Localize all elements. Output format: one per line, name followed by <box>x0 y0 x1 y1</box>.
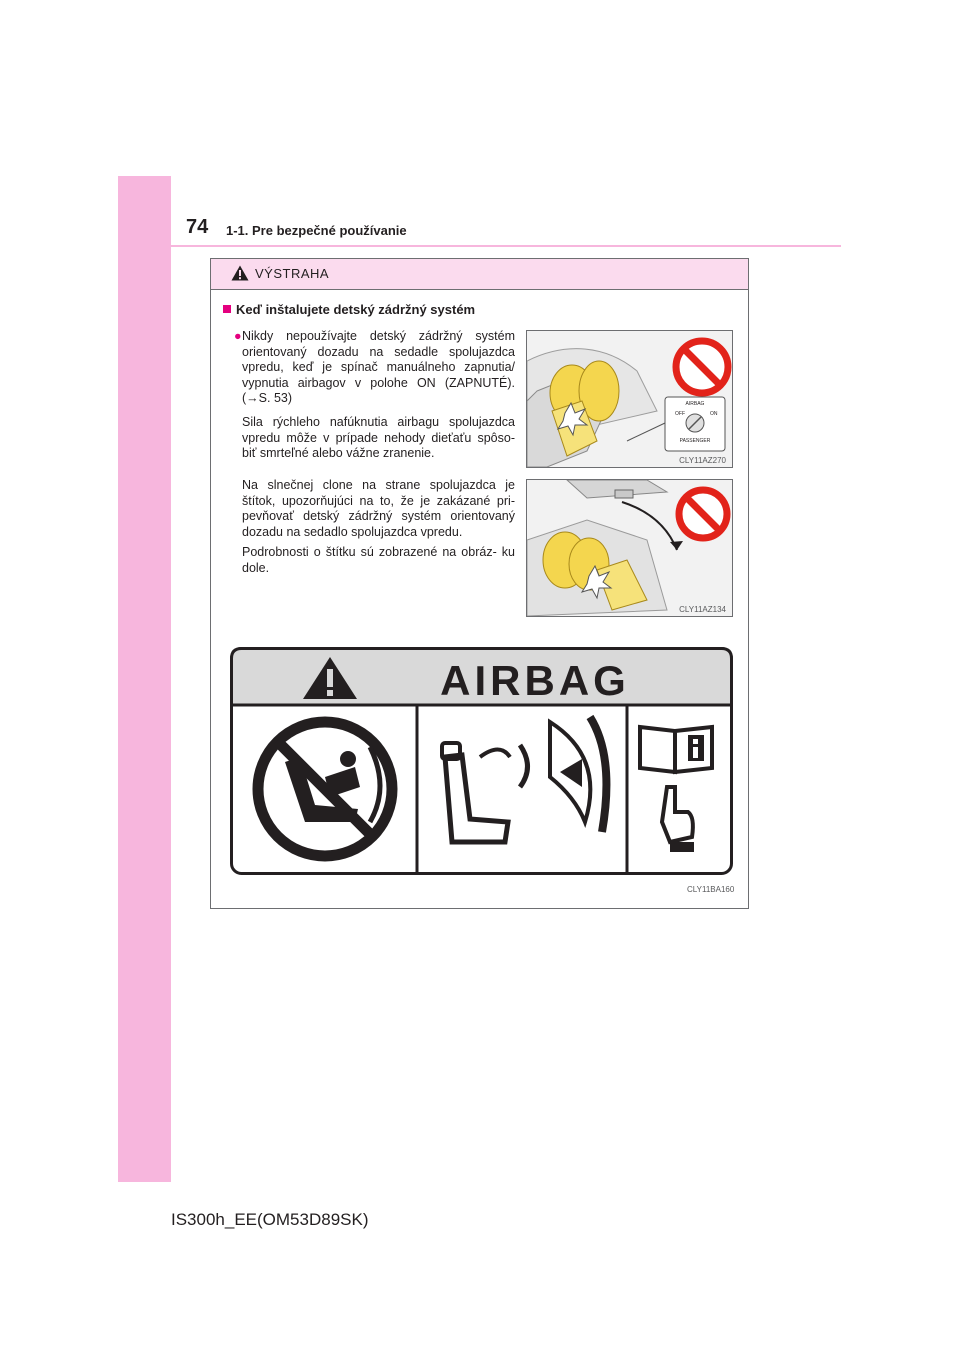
paragraph-force: Sila rýchleho nafúknutia airbagu spolujazdca vpredu môže v prípade nehody dieťaťu spôso- biť smrteľné alebo vážne zranenie. <box>242 415 515 460</box>
switch-passenger-label: PASSENGER <box>679 438 711 444</box>
label-airbag-title: AIRBAG <box>440 657 630 704</box>
square-bullet-icon <box>223 305 231 313</box>
switch-off-label: OFF <box>675 411 685 417</box>
warning-box <box>210 258 749 909</box>
airbag-warning-label-image <box>230 647 733 875</box>
label-image-code: CLY11BA160 <box>687 885 735 894</box>
warning-triangle-icon <box>231 265 249 281</box>
warning-subheading <box>223 302 475 317</box>
page-number: 74 <box>186 216 209 238</box>
subheading-text: Keď inštalujete detský zádržný systém <box>236 302 476 317</box>
paragraph-sunvisor: Na slnečnej clone na strane spolujazdca je štítok, upozorňujúci na to, že je zakázané pri- pevňovať detský zádržný systém orientovaný dozadu na sedadlo spolujazdca vpredu. <box>242 478 515 539</box>
paragraph-details: Podrobnosti o štítku sú zobrazené na obráz- ku dole. <box>242 545 515 575</box>
sunvisor-label-illustration <box>526 479 733 617</box>
header-rule <box>171 245 841 247</box>
side-tab <box>118 176 171 1182</box>
image-code: CLY11AZ270 <box>679 456 726 465</box>
switch-airbag-label: AIRBAG <box>685 401 705 407</box>
footer-model-code: IS300h_EE(OM53D89SK) <box>171 1210 369 1229</box>
circle-bullet-icon: ● <box>234 329 242 343</box>
image-code: CLY11AZ134 <box>679 605 726 614</box>
paragraph-prohibition: Nikdy nepoužívajte detský zádržný systém orientovaný dozadu na sedadle spolujazdca vpredu, keď je spínač manuálneho zapnutia/ vypnutia airbagov v polohe ON (ZAPNUTÉ). (→S. 53) <box>242 329 515 405</box>
warning-header <box>211 259 748 290</box>
no-rear-facing-child-seat-icon <box>258 722 392 856</box>
airbag-switch-illustration <box>526 330 733 468</box>
warning-title: VÝSTRAHA <box>255 266 330 281</box>
section-title: 1-1. Pre bezpečné používanie <box>226 223 407 238</box>
switch-on-label: ON <box>710 411 718 417</box>
